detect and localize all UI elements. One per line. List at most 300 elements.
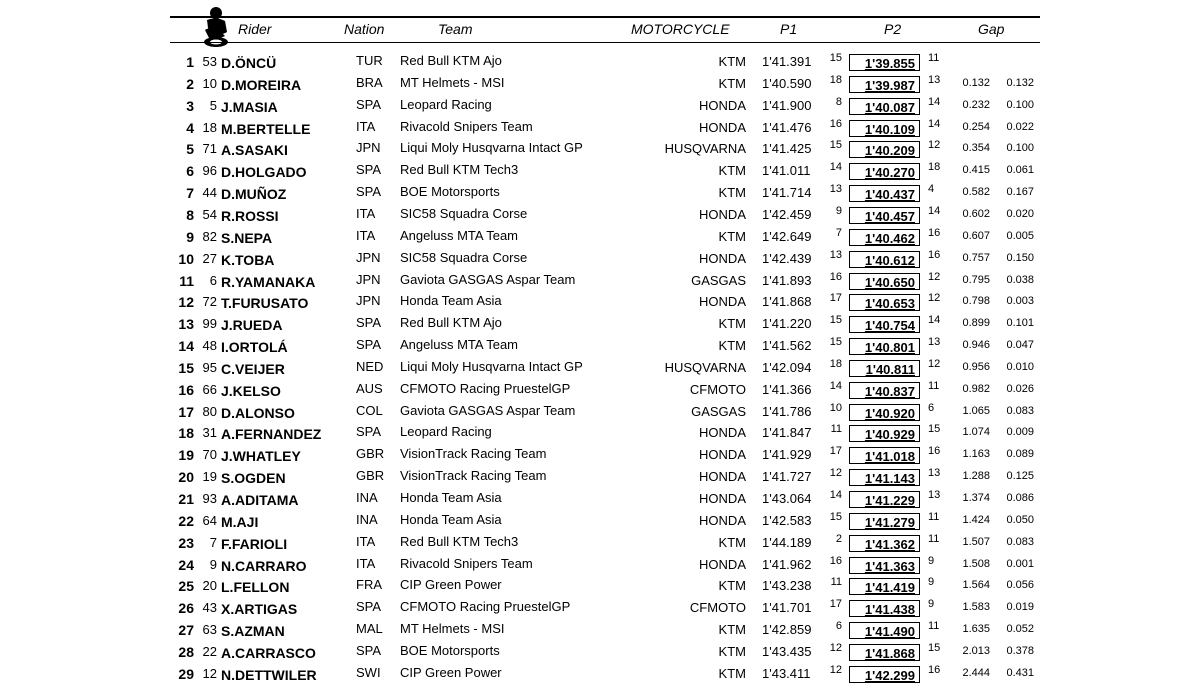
nation-cell: NED (356, 358, 384, 374)
p1-lap-cell: 14 (829, 379, 842, 392)
p2-lap-cell: 13 (928, 73, 941, 86)
p2-lap-cell: 6 (928, 401, 935, 414)
team-cell: Gaviota GASGAS Aspar Team (400, 402, 576, 418)
table-row (0, 336, 1200, 358)
gap-prev-cell: 0.020 (1006, 207, 1034, 220)
p1-time-cell: 1'41.011 (762, 163, 811, 179)
p2-lap-cell: 15 (928, 641, 941, 654)
position-cell: 6 (186, 163, 194, 180)
p1-time-cell: 1'43.411 (762, 665, 811, 681)
rider-number-cell: 48 (202, 338, 217, 354)
header-gap: Gap (978, 21, 1005, 37)
p1-lap-cell: 10 (829, 401, 842, 414)
rider-name-cell: D.MUÑOZ (221, 186, 287, 203)
gap-cell: 1.507 (962, 535, 990, 548)
team-cell: BOE Motorsports (400, 642, 500, 658)
gap-prev-cell: 0.005 (1006, 229, 1034, 242)
rider-name-cell: A.CARRASCO (221, 644, 316, 661)
team-cell: MT Helmets - MSI (400, 621, 505, 637)
p1-time-cell: 1'41.786 (762, 403, 812, 419)
rider-number-cell: 96 (202, 163, 217, 179)
p1-time-cell: 1'41.391 (762, 54, 812, 69)
team-cell: Red Bull KTM Tech3 (400, 533, 519, 549)
p2-lap-cell: 15 (928, 423, 941, 436)
p1-time-cell: 1'41.562 (762, 338, 812, 354)
nation-cell: GBR (356, 468, 385, 484)
table-row (0, 183, 1200, 205)
header-p1: P1 (780, 21, 798, 37)
rider-name-cell: R.ROSSI (221, 207, 279, 224)
rider-number-cell: 12 (202, 665, 217, 681)
nation-cell: INA (356, 511, 378, 527)
team-cell: Rivacold Snipers Team (400, 118, 533, 134)
p2-lap-cell: 9 (928, 554, 935, 567)
motorcycle-cell: KTM (718, 578, 746, 594)
rider-name-cell: S.NEPA (221, 229, 273, 246)
team-cell: Rivacold Snipers Team (400, 555, 533, 571)
position-cell: 4 (186, 119, 194, 136)
p1-lap-cell: 15 (829, 314, 842, 327)
gap-prev-cell: 0.026 (1006, 382, 1034, 395)
p1-time-cell: 1'40.590 (762, 75, 812, 91)
p2-time-cell: 1'42.299 (849, 666, 920, 683)
p2-time-cell: 1'40.650 (849, 273, 920, 290)
nation-cell: JPN (356, 293, 381, 309)
table-row (0, 620, 1200, 642)
p1-lap-cell: 18 (829, 357, 842, 370)
gap-cell: 0.582 (962, 186, 990, 199)
nation-cell: AUS (356, 380, 383, 396)
gap-cell: 0.132 (962, 76, 990, 89)
header-bottom-rule (170, 42, 1040, 43)
position-cell: 20 (178, 469, 194, 486)
table-row (0, 358, 1200, 380)
table-row (0, 533, 1200, 555)
p2-time-cell: 1'40.801 (849, 338, 920, 355)
p1-lap-cell: 2 (835, 532, 842, 545)
nation-cell: ITA (356, 205, 376, 221)
table-row (0, 249, 1200, 271)
p1-time-cell: 1'42.649 (762, 228, 812, 244)
gap-cell: 1.424 (962, 513, 990, 526)
p1-lap-cell: 14 (829, 489, 842, 501)
table-row (0, 292, 1200, 314)
motorcycle-cell: KTM (718, 622, 746, 638)
gap-cell: 0.956 (962, 360, 990, 373)
p2-lap-cell: 12 (928, 139, 941, 152)
table-row (0, 139, 1200, 161)
table-row (0, 314, 1200, 336)
p2-time-cell: 1'40.754 (849, 316, 920, 333)
position-cell: 14 (178, 338, 194, 355)
rider-number-cell: 64 (202, 512, 217, 528)
rider-number-cell: 99 (202, 316, 217, 332)
team-cell: Red Bull KTM Ajo (400, 315, 502, 331)
nation-cell: JPN (356, 271, 381, 287)
rider-name-cell: J.MASIA (221, 98, 278, 115)
gap-cell: 0.232 (962, 98, 990, 111)
p2-time-cell: 1'40.462 (849, 229, 920, 246)
p2-time-cell: 1'39.855 (849, 54, 920, 71)
gap-prev-cell: 0.150 (1006, 251, 1034, 264)
gap-cell: 0.757 (962, 251, 990, 264)
gap-prev-cell: 0.001 (1006, 557, 1034, 570)
p1-lap-cell: 16 (829, 270, 842, 283)
p1-time-cell: 1'43.064 (762, 491, 812, 506)
rider-number-cell: 44 (202, 185, 217, 201)
p2-lap-cell: 9 (928, 598, 935, 611)
table-row (0, 555, 1200, 577)
rider-name-cell: D.ALONSO (221, 404, 295, 421)
motorcycle-cell: HONDA (699, 294, 746, 310)
p1-lap-cell: 17 (829, 292, 842, 305)
p1-lap-cell: 16 (829, 117, 842, 130)
p1-lap-cell: 13 (829, 248, 842, 261)
p1-time-cell: 1'43.435 (762, 643, 812, 659)
p2-lap-cell: 13 (928, 467, 941, 480)
rider-name-cell: N.CARRARO (221, 557, 307, 574)
team-cell: Gaviota GASGAS Aspar Team (400, 271, 576, 287)
p1-lap-cell: 8 (835, 95, 842, 108)
nation-cell: JPN (356, 249, 381, 265)
p1-lap-cell: 7 (835, 226, 842, 239)
gap-prev-cell: 0.061 (1006, 164, 1034, 177)
rider-number-cell: 95 (202, 359, 217, 375)
nation-cell: SWI (356, 664, 381, 680)
motorcycle-cell: KTM (718, 163, 746, 179)
team-cell: CFMOTO Racing PruestelGP (400, 380, 571, 396)
motorcycle-cell: HONDA (699, 97, 746, 113)
team-cell: BOE Motorsports (400, 184, 500, 200)
rider-name-cell: S.OGDEN (221, 470, 286, 487)
p2-lap-cell: 14 (928, 95, 941, 108)
rider-number-cell: 93 (202, 491, 217, 506)
p2-lap-cell: 16 (928, 445, 941, 458)
p2-time-cell: 1'41.362 (849, 535, 920, 552)
header-nation: Nation (344, 21, 385, 37)
motorcycle-cell: KTM (718, 338, 746, 354)
rider-name-cell: F.FARIOLI (221, 535, 288, 552)
p1-time-cell: 1'41.893 (762, 272, 812, 288)
p2-time-cell: 1'40.087 (849, 98, 920, 115)
p1-lap-cell: 15 (829, 52, 842, 64)
rider-number-cell: 31 (202, 425, 217, 441)
motorcycle-cell: KTM (718, 54, 746, 69)
p2-time-cell: 1'40.929 (849, 425, 920, 442)
team-cell: VisionTrack Racing Team (400, 468, 547, 484)
motorcycle-cell: KTM (718, 665, 746, 681)
header-top-rule (170, 16, 1040, 18)
rider-name-cell: R.YAMANAKA (221, 273, 316, 290)
team-cell: CIP Green Power (400, 577, 502, 593)
position-cell: 27 (178, 622, 194, 639)
p2-time-cell: 1'40.270 (849, 163, 920, 180)
position-cell: 22 (178, 512, 194, 529)
gap-cell: 1.583 (962, 601, 990, 614)
gap-prev-cell: 0.378 (1006, 644, 1034, 657)
nation-cell: ITA (356, 227, 376, 243)
rider-number-cell: 20 (202, 578, 217, 594)
p1-time-cell: 1'42.094 (762, 359, 812, 375)
nation-cell: BRA (356, 74, 383, 90)
p1-lap-cell: 17 (829, 598, 842, 611)
gap-cell: 0.415 (962, 164, 990, 177)
rider-name-cell: K.TOBA (221, 251, 275, 268)
p1-time-cell: 1'41.366 (762, 381, 812, 397)
rider-number-cell: 53 (202, 54, 217, 69)
table-row (0, 227, 1200, 249)
motorcycle-cell: KTM (718, 643, 746, 659)
gap-prev-cell: 0.056 (1006, 579, 1034, 592)
team-cell: Honda Team Asia (400, 490, 502, 505)
gap-cell: 1.163 (962, 448, 990, 461)
position-cell: 5 (186, 141, 194, 158)
gap-prev-cell: 0.101 (1006, 317, 1034, 330)
motorcycle-cell: HONDA (699, 512, 746, 528)
motorcycle-cell: HONDA (699, 491, 746, 506)
position-cell: 24 (178, 556, 194, 573)
p2-time-cell: 1'41.868 (849, 644, 920, 661)
p2-lap-cell: 11 (928, 52, 940, 64)
motorcycle-cell: KTM (718, 534, 746, 550)
table-row (0, 380, 1200, 402)
gap-prev-cell: 0.052 (1006, 623, 1034, 636)
nation-cell: SPA (356, 162, 382, 178)
p2-lap-cell: 16 (928, 226, 941, 239)
team-cell: Honda Team Asia (400, 511, 502, 527)
rider-name-cell: J.RUEDA (221, 317, 283, 334)
nation-cell: MAL (356, 621, 383, 637)
motorcycle-cell: HUSQVARNA (664, 359, 746, 375)
nation-cell: SPA (356, 424, 382, 440)
rider-number-cell: 10 (202, 75, 217, 91)
table-row (0, 576, 1200, 598)
rider-number-cell: 63 (202, 622, 217, 638)
p1-time-cell: 1'41.425 (762, 141, 812, 157)
position-cell: 15 (178, 359, 194, 376)
p1-lap-cell: 17 (829, 445, 842, 458)
p1-time-cell: 1'41.701 (762, 600, 812, 616)
p2-time-cell: 1'40.837 (849, 382, 920, 399)
team-cell: Angeluss MTA Team (400, 227, 519, 243)
rider-name-cell: C.VEIJER (221, 360, 285, 377)
p1-lap-cell: 15 (829, 139, 842, 152)
rider-number-cell: 43 (202, 600, 217, 616)
p2-time-cell: 1'41.419 (849, 578, 920, 595)
p1-time-cell: 1'41.929 (762, 447, 812, 463)
position-cell: 16 (178, 381, 194, 398)
p1-time-cell: 1'43.238 (762, 578, 812, 594)
motorcycle-cell: HONDA (699, 119, 746, 135)
motorcycle-cell: HONDA (699, 556, 746, 572)
gap-cell: 0.982 (962, 382, 990, 395)
p1-lap-cell: 14 (829, 161, 842, 174)
nation-cell: SPA (356, 96, 382, 112)
rider-name-cell: A.FERNANDEZ (221, 426, 322, 443)
table-row (0, 511, 1200, 533)
gap-cell: 2.013 (962, 644, 990, 657)
p2-time-cell: 1'41.229 (849, 491, 920, 508)
rider-name-cell: S.AZMAN (221, 623, 285, 640)
p2-time-cell: 1'40.437 (849, 185, 920, 202)
p2-time-cell: 1'40.457 (849, 207, 920, 224)
gap-cell: 1.508 (962, 557, 990, 570)
position-cell: 25 (178, 578, 194, 595)
rider-name-cell: L.FELLON (221, 579, 290, 596)
rider-number-cell: 5 (209, 97, 217, 113)
rider-number-cell: 70 (202, 447, 217, 463)
p1-time-cell: 1'42.439 (762, 250, 812, 266)
p1-time-cell: 1'41.962 (762, 556, 812, 572)
position-cell: 8 (186, 206, 194, 223)
nation-cell: SPA (356, 184, 382, 200)
nation-cell: SPA (356, 642, 382, 658)
p2-time-cell: 1'41.438 (849, 600, 920, 617)
gap-cell: 0.602 (962, 207, 990, 220)
p1-lap-cell: 11 (830, 423, 842, 436)
motorcycle-cell: KTM (718, 185, 746, 201)
gap-prev-cell: 0.038 (1006, 273, 1034, 286)
gap-prev-cell: 0.050 (1006, 513, 1034, 526)
team-cell: Liqui Moly Husqvarna Intact GP (400, 358, 583, 374)
position-cell: 9 (186, 228, 194, 245)
p1-time-cell: 1'41.714 (762, 185, 812, 201)
p1-time-cell: 1'42.459 (762, 206, 812, 222)
team-cell: SIC58 Squadra Corse (400, 249, 528, 265)
p2-time-cell: 1'40.653 (849, 294, 920, 311)
header-p2: P2 (884, 21, 902, 37)
rider-number-cell: 19 (202, 469, 217, 485)
position-cell: 19 (178, 447, 194, 464)
rider-number-cell: 9 (209, 556, 217, 572)
gap-prev-cell: 0.086 (1006, 492, 1034, 504)
p1-time-cell: 1'41.727 (762, 469, 812, 485)
position-cell: 23 (178, 534, 194, 551)
motorcycle-cell: CFMOTO (689, 600, 746, 616)
rider-number-cell: 66 (202, 381, 217, 397)
gap-cell: 1.065 (962, 404, 990, 417)
table-row (0, 445, 1200, 467)
p2-time-cell: 1'40.811 (849, 360, 920, 377)
p2-lap-cell: 11 (928, 620, 940, 633)
motorcycle-cell: HONDA (699, 425, 746, 441)
gap-cell: 1.635 (962, 623, 990, 636)
position-cell: 10 (178, 250, 194, 267)
rider-number-cell: 6 (209, 272, 217, 288)
p1-lap-cell: 12 (829, 467, 842, 480)
rider-name-cell: J.WHATLEY (221, 448, 301, 465)
position-cell: 7 (186, 185, 194, 202)
p1-time-cell: 1'42.583 (762, 512, 812, 528)
p2-lap-cell: 9 (928, 576, 935, 589)
motorcycle-cell: HONDA (699, 206, 746, 222)
table-row (0, 642, 1200, 664)
gap-prev-cell: 0.003 (1006, 295, 1034, 308)
rider-number-cell: 71 (202, 141, 217, 157)
table-row (0, 96, 1200, 118)
motorcycle-cell: HONDA (699, 250, 746, 266)
position-cell: 28 (178, 643, 194, 660)
nation-cell: GBR (356, 446, 385, 462)
p2-time-cell: 1'41.143 (849, 469, 920, 486)
nation-cell: SPA (356, 315, 382, 331)
nation-cell: TUR (356, 53, 383, 68)
gap-prev-cell: 0.167 (1006, 186, 1034, 199)
motorcycle-cell: HUSQVARNA (664, 141, 746, 157)
team-cell: SIC58 Squadra Corse (400, 205, 528, 221)
p2-lap-cell: 14 (928, 117, 941, 130)
p1-lap-cell: 18 (829, 73, 842, 86)
p2-lap-cell: 12 (928, 292, 941, 305)
p1-lap-cell: 12 (829, 641, 842, 654)
rider-number-cell: 18 (202, 119, 217, 135)
nation-cell: SPA (356, 337, 382, 353)
gap-cell: 1.374 (962, 492, 990, 504)
p2-lap-cell: 16 (928, 248, 941, 261)
rider-name-cell: D.ÖNCÜ (221, 55, 277, 71)
p2-time-cell: 1'40.920 (849, 404, 920, 421)
gap-cell: 2.444 (962, 666, 990, 679)
p1-lap-cell: 11 (830, 576, 842, 589)
p1-lap-cell: 9 (835, 204, 842, 217)
p2-lap-cell: 18 (928, 161, 941, 174)
p1-time-cell: 1'41.900 (762, 97, 812, 113)
motorcycle-cell: GASGAS (691, 403, 746, 419)
gap-cell: 1.564 (962, 579, 990, 592)
p2-lap-cell: 14 (928, 204, 941, 217)
team-cell: CIP Green Power (400, 664, 502, 680)
p1-lap-cell: 6 (835, 620, 842, 633)
table-row (0, 467, 1200, 489)
team-cell: Red Bull KTM Ajo (400, 53, 502, 68)
position-cell: 21 (178, 491, 194, 507)
p2-lap-cell: 13 (928, 489, 941, 501)
gap-cell: 1.074 (962, 426, 990, 439)
gap-prev-cell: 0.083 (1006, 404, 1034, 417)
nation-cell: ITA (356, 118, 376, 134)
p1-lap-cell: 12 (829, 663, 842, 676)
nation-cell: ITA (356, 533, 376, 549)
p2-lap-cell: 14 (928, 314, 941, 327)
position-cell: 13 (178, 316, 194, 333)
p1-lap-cell: 13 (829, 183, 842, 196)
p2-time-cell: 1'40.209 (849, 141, 920, 158)
position-cell: 2 (186, 75, 194, 92)
gap-prev-cell: 0.125 (1006, 470, 1034, 483)
p1-lap-cell: 15 (829, 510, 842, 523)
rider-number-cell: 22 (202, 643, 217, 659)
table-row (0, 52, 1200, 74)
motorcycle-cell: GASGAS (691, 272, 746, 288)
nation-cell: COL (356, 402, 383, 418)
p1-time-cell: 1'41.476 (762, 119, 812, 135)
p2-lap-cell: 13 (928, 336, 941, 349)
gap-prev-cell: 0.010 (1006, 360, 1034, 373)
position-cell: 1 (186, 54, 194, 70)
p2-lap-cell: 16 (928, 663, 941, 676)
p2-lap-cell: 11 (928, 510, 940, 523)
gap-cell: 1.288 (962, 470, 990, 483)
gap-prev-cell: 0.022 (1006, 120, 1034, 133)
header-team: Team (438, 21, 473, 37)
team-cell: VisionTrack Racing Team (400, 446, 547, 462)
p2-lap-cell: 11 (928, 379, 940, 392)
header-rider: Rider (238, 21, 272, 37)
rider-name-cell: M.BERTELLE (221, 120, 311, 137)
rider-name-cell: T.FURUSATO (221, 295, 309, 312)
table-row (0, 402, 1200, 424)
p2-time-cell: 1'41.279 (849, 513, 920, 530)
